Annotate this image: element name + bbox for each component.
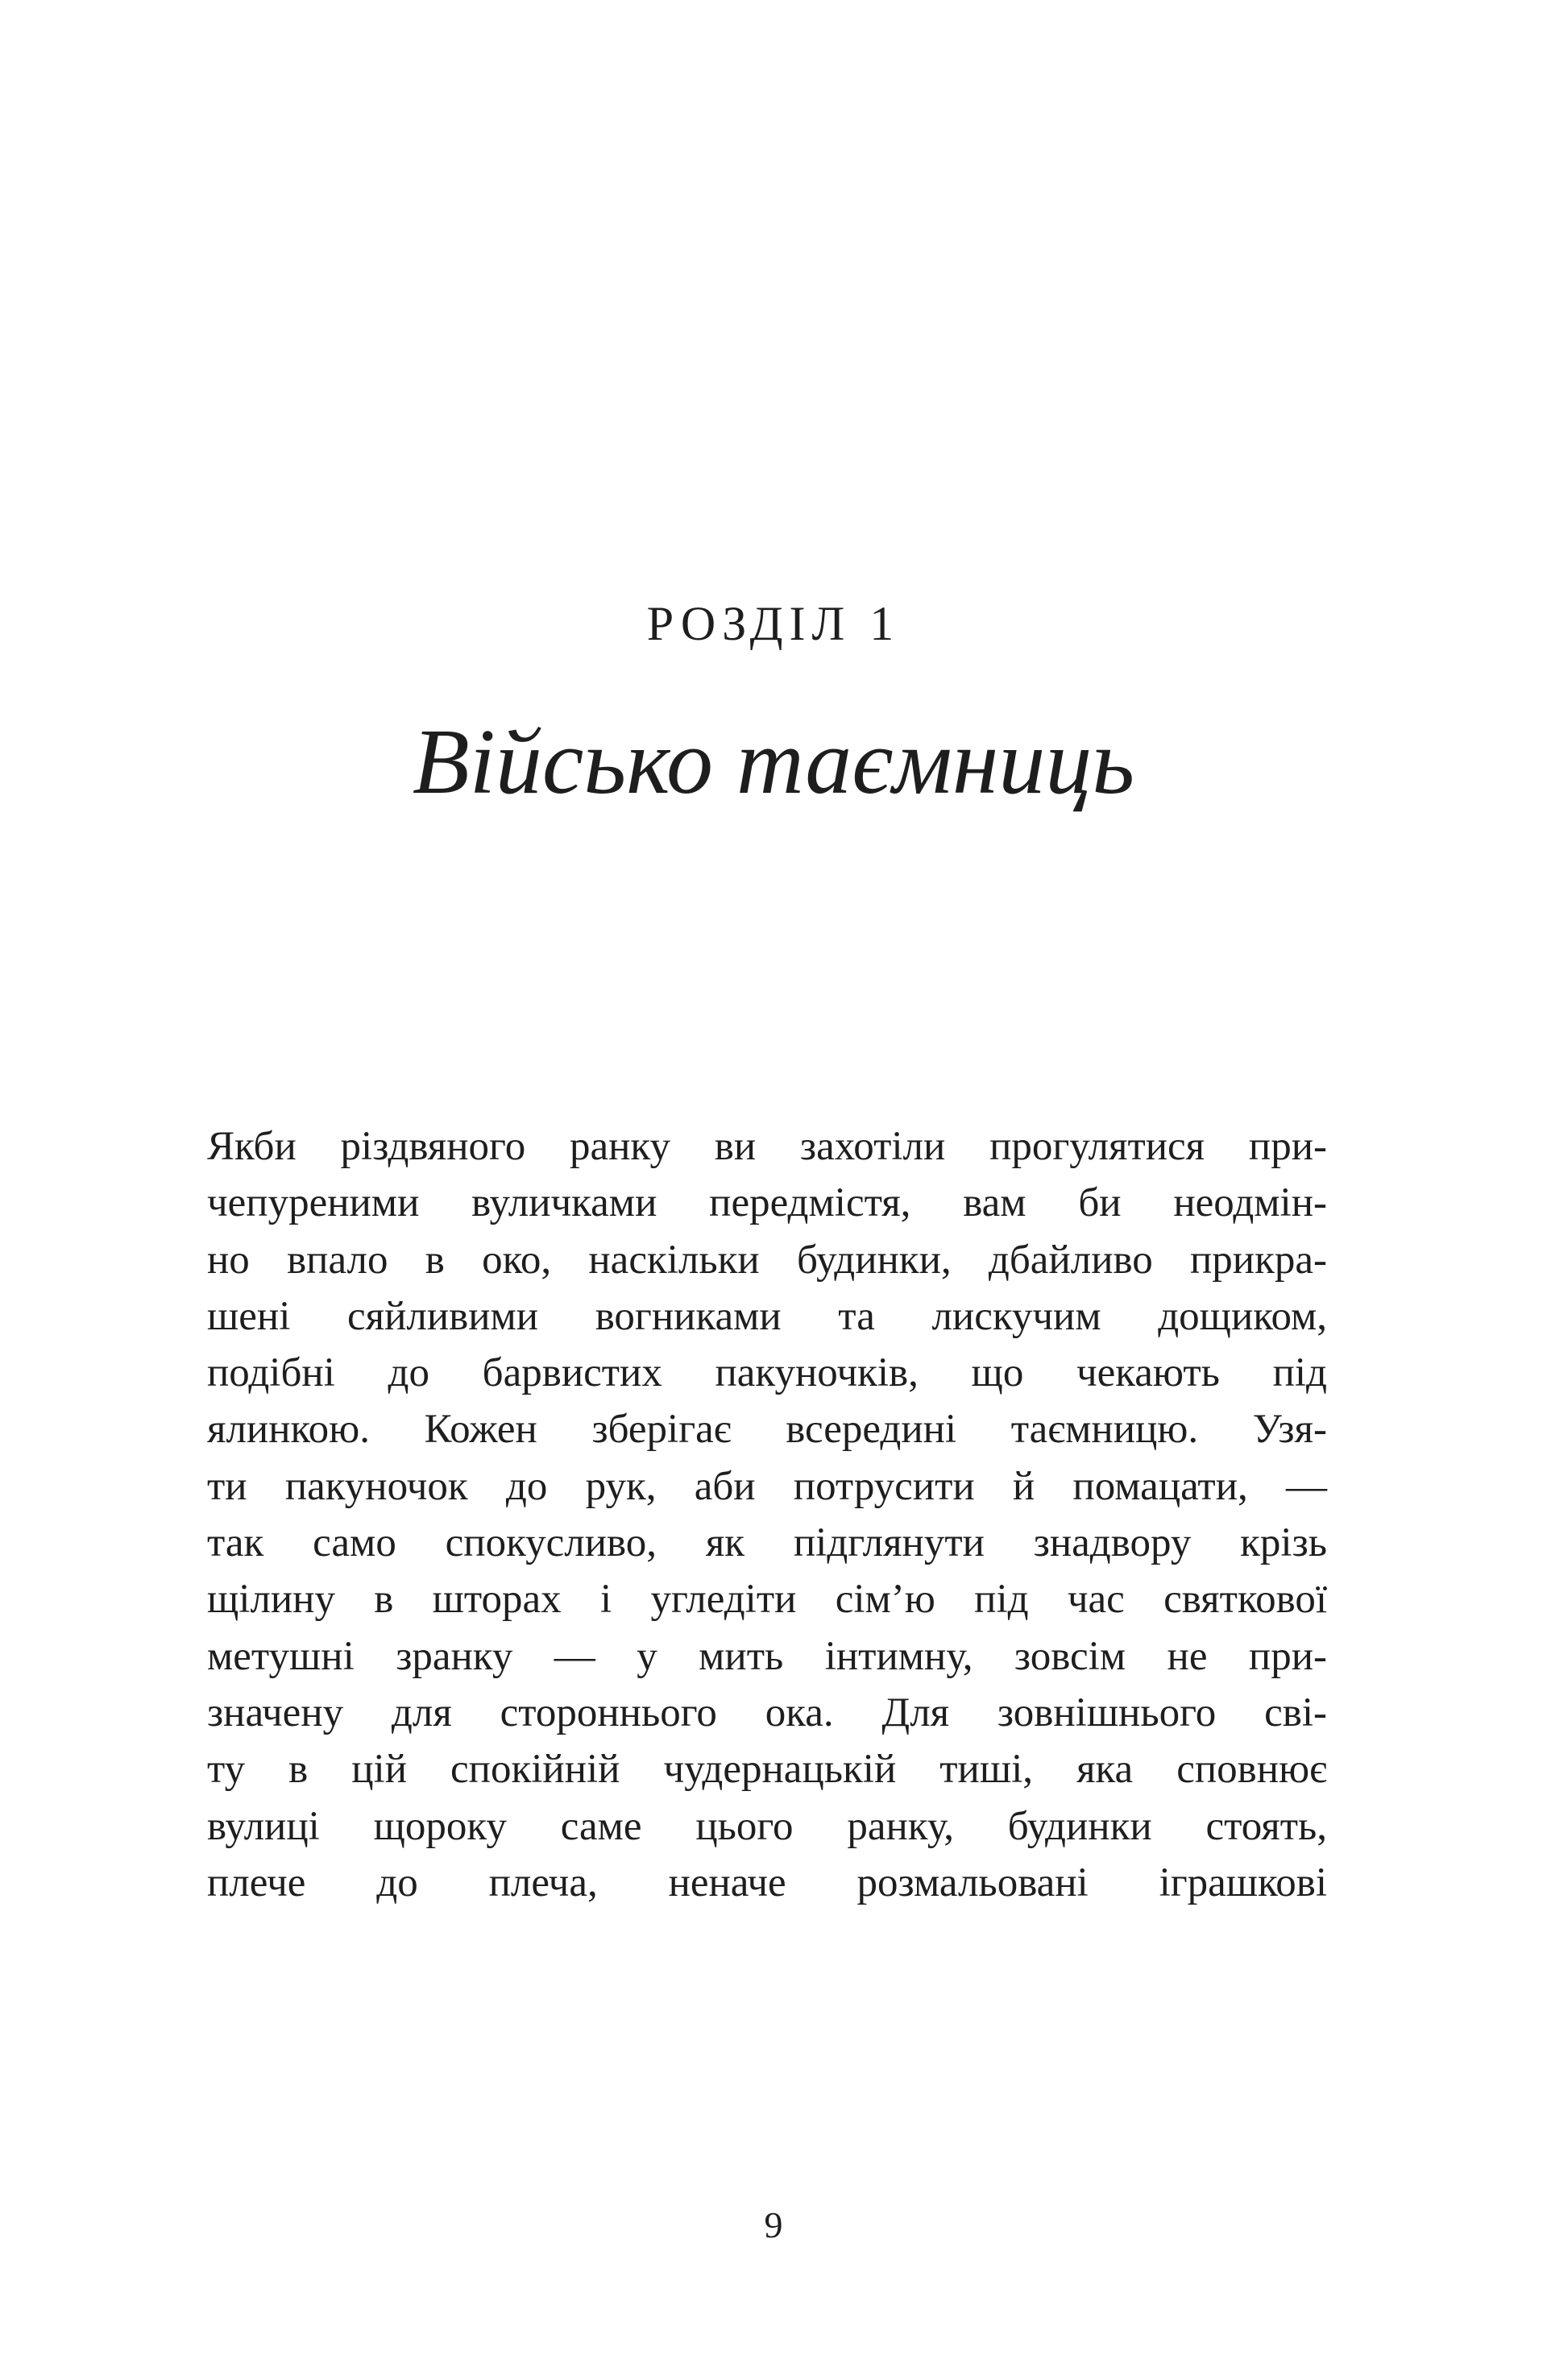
- text-line: так само спокусливо, як підглянути знадвору крізь: [207, 1520, 1327, 1566]
- text-line: Якби різдвяного ранку ви захотіли прогулятися при-: [207, 1124, 1327, 1169]
- text-line: вулиці щороку саме цього ранку, будинки стоять,: [207, 1803, 1327, 1849]
- text-line: ту в цій спокійній чудернацькій тиші, яка сповнює: [207, 1747, 1327, 1793]
- text-line: щілину в шторах і угледіти сім’ю під час святкової: [207, 1577, 1327, 1623]
- text-line: шені сяйливими вогниками та лискучим дощиком,: [207, 1293, 1327, 1339]
- text-line: ти пакуночок до рук, аби потрусити й помацати, —: [207, 1463, 1327, 1509]
- body-paragraph: [207, 1118, 1327, 1911]
- text-line: ялинкою. Кожен зберігає всередині таємницю. Узя-: [207, 1407, 1327, 1453]
- chapter-title: Військо таємниць: [412, 711, 1135, 814]
- text-line: метушні зранку — у мить інтимну, зовсім не при-: [207, 1633, 1327, 1679]
- text-line: значену для стороннього ока. Для зовнішнього сві-: [207, 1690, 1327, 1735]
- text-line: подібні до барвистих пакуночків, що чекають під: [207, 1350, 1327, 1396]
- text-line: чепуреними вуличками передмістя, вам би неодмін-: [207, 1180, 1327, 1226]
- chapter-label: РОЗДІЛ 1: [646, 597, 901, 650]
- page-number: 9: [764, 2204, 783, 2245]
- text-line: плече до плеча, неначе розмальовані іграшкові: [207, 1860, 1327, 1905]
- text-line: но впало в око, наскільки будинки, дбайливо прикра-: [207, 1237, 1327, 1283]
